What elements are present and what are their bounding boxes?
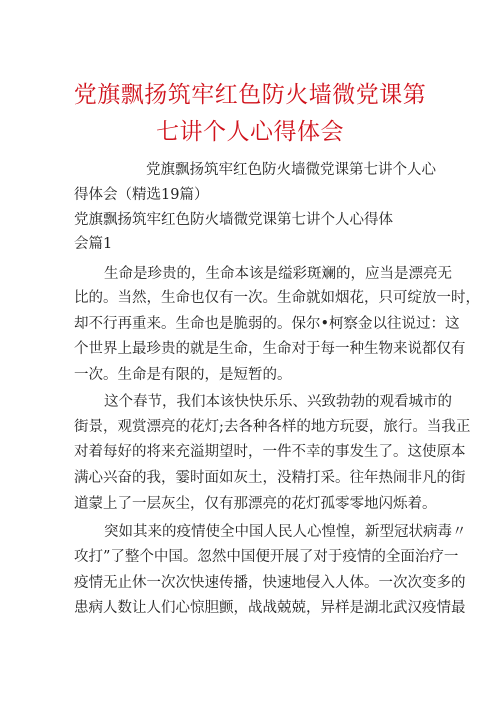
paragraph-3-line-4: 患病人数让人们心惊胆颤，战战兢兢，异样是湖北武汉疫情最: [74, 600, 466, 616]
paragraph-1-line-5: 一次。生命是有限的，是短暂的。: [74, 367, 292, 383]
paragraph-1-line-1: 生命是珍贵的，生命本该是缢彩斑斓的，应当是漂亮无: [104, 266, 452, 282]
paragraph-2-line-3: 对着每好的将来充溢期望时，一件不幸的事发生了。这使原本: [74, 444, 466, 460]
paragraph-3-line-1: 突如其来的疫情使全中国人民人心惶惶，新型冠状病毒〃: [104, 524, 467, 540]
paragraph-2-line-2: 街景，观赏漂亮的花灯;去各种各样的地方玩耍，旅行。当我正: [74, 419, 471, 435]
paragraph-3-line-2: 攻打”了整个中国。忽然中国便开展了对于疫情的全面治疗一: [74, 549, 459, 565]
document-title-line-2: 七讲个人心得体会: [156, 119, 344, 145]
section-heading-line-2: 会篇1: [74, 236, 113, 252]
section-heading-line-1: 党旗飘扬筑牢红色防火墙微党课第七讲个人心得体: [74, 212, 393, 228]
paragraph-1-line-2: 比的。当然，生命也仅有一次。生命就如烟花，只可绽放一时，: [74, 290, 480, 306]
subtitle-line-1: 党旗飘扬筑牢红色防火墙微党课第七讲个人心: [146, 162, 436, 178]
subtitle-line-2: 得体会（精选19篇）: [74, 187, 209, 203]
paragraph-1-line-4: 个世界上最珍贵的就是生命，生命对于每一种生物来说都仅有: [74, 341, 466, 357]
paragraph-2-line-4: 满心兴奋的我，霎时面如灰土，没精打采。往年热闹非凡的街: [74, 470, 466, 486]
paragraph-2-line-1: 这个春节，我们本该快快乐乐、兴致勃勃的观看城市的: [104, 394, 452, 410]
paragraph-2-line-5: 道蒙上了一层灰尘，仅有那漂亮的花灯孤零零地闪烁着。: [74, 496, 437, 512]
paragraph-1-line-3: 却不行再重来。生命也是脆弱的。保尔•柯察金以往说过：这: [74, 316, 460, 332]
paragraph-3-line-3: 疫情无止休一次次快速传播，快速地侵入人体。一次次变多的: [74, 575, 466, 591]
document-title-line-1: 党旗飘扬筑牢红色防火墙微党课第: [73, 82, 427, 108]
